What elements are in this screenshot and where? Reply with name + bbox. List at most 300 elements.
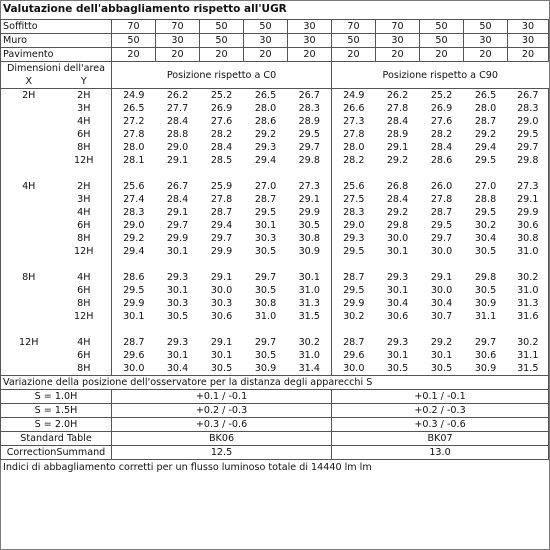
header-row xyxy=(1,62,549,76)
ugr-c90-value: 31.5 xyxy=(508,362,549,376)
ugr-c90-value: 31.3 xyxy=(508,297,549,310)
ugr-table xyxy=(0,19,549,460)
ugr-c90-value: 29.9 xyxy=(343,298,365,309)
ugr-c90-value: 29.2 xyxy=(386,207,409,218)
ugr-c90-value: 29.8 xyxy=(474,272,497,283)
variation-c90: +0.1 / -0.1 xyxy=(332,390,549,404)
ugr-c0-value: 29.7 xyxy=(254,272,277,283)
ugr-c90-value: 29.2 xyxy=(474,129,497,140)
ugr-c0-value: 28.7 xyxy=(254,194,277,205)
footnote: Indici di abbagliamento corretti per un flusso luminoso totale di 14440 lm lm xyxy=(3,462,372,473)
ugr-c0-value: 30.5 xyxy=(254,246,277,257)
ugr-c90-value: 30.2 xyxy=(508,336,549,349)
ugr-c90-value: 30.6 xyxy=(386,311,409,322)
ugr-c90-value: 26.5 xyxy=(464,89,508,103)
ugr-c90-value: 31.6 xyxy=(508,310,549,323)
y-value: 4H xyxy=(57,336,112,349)
x-value xyxy=(1,115,57,128)
ugr-c0-value: 29.5 xyxy=(288,128,332,141)
y-value: 3H xyxy=(57,102,112,115)
ugr-c90-value: 30.1 xyxy=(386,246,409,257)
ugr-c0-value: 26.5 xyxy=(244,89,288,103)
ugr-c0-value: 27.8 xyxy=(123,129,145,140)
ugr-c90-value: 28.7 xyxy=(430,207,453,218)
ugr-c90-value: 31.0 xyxy=(508,245,549,258)
ugr-c0-value: 29.3 xyxy=(254,142,277,153)
ugr-c0-value: 30.5 xyxy=(210,363,233,374)
ugr-c90-value: 29.1 xyxy=(430,272,453,283)
ugr-c0-value: 30.1 xyxy=(166,350,189,361)
correction-c90: 13.0 xyxy=(332,446,549,460)
ugr-c0-value: 29.7 xyxy=(254,337,277,348)
ugr-c0-value: 30.5 xyxy=(288,219,332,232)
reflectance-label: Pavimento xyxy=(1,48,112,62)
spacer xyxy=(1,323,112,336)
ugr-c0-value: 26.9 xyxy=(210,103,233,114)
ugr-c0-value: 28.4 xyxy=(166,116,189,127)
spacer xyxy=(332,323,549,336)
x-label: X xyxy=(1,75,57,89)
table-row xyxy=(1,245,549,258)
reflectance-value: 30 xyxy=(376,34,420,48)
table-row xyxy=(1,115,549,128)
standard-c90: BK07 xyxy=(332,432,549,446)
table-row xyxy=(1,193,549,206)
ugr-c0-value: 29.5 xyxy=(254,207,277,218)
ugr-c0-value: 29.0 xyxy=(123,220,145,231)
reflectance-value: 20 xyxy=(244,48,288,62)
dimensions-label: Dimensioni dell'area xyxy=(1,62,112,76)
table-row xyxy=(1,102,549,115)
ugr-c90-value: 28.4 xyxy=(430,142,453,153)
y-value: 4H xyxy=(57,115,112,128)
ugr-c0-value: 30.0 xyxy=(210,285,233,296)
ugr-c90-value: 30.2 xyxy=(474,220,497,231)
ugr-c0-value: 28.7 xyxy=(210,207,233,218)
ugr-c0-value: 31.0 xyxy=(288,349,332,362)
ugr-c0-value: 28.9 xyxy=(288,115,332,128)
ugr-c0-value: 29.1 xyxy=(288,193,332,206)
ugr-c0-value: 27.6 xyxy=(210,116,233,127)
ugr-c0-value: 29.2 xyxy=(123,233,145,244)
ugr-c90-value: 29.7 xyxy=(430,233,453,244)
variation-row xyxy=(1,390,549,404)
reflectance-value: 30 xyxy=(288,34,332,48)
y-value: 12H xyxy=(57,154,112,167)
standard-row xyxy=(1,432,549,446)
variation-c90: +0.2 / -0.3 xyxy=(332,404,549,418)
ugr-c0-value: 26.5 xyxy=(123,103,145,114)
ugr-c0-value: 27.4 xyxy=(123,194,145,205)
table-row xyxy=(1,232,549,245)
ugr-c0-value: 28.5 xyxy=(210,155,233,166)
ugr-c0-value: 28.0 xyxy=(123,142,145,153)
x-value xyxy=(1,362,57,376)
ugr-c0-value: 27.2 xyxy=(123,116,145,127)
ugr-c0-value: 28.3 xyxy=(123,207,145,218)
ugr-c0-value: 29.1 xyxy=(210,272,233,283)
ugr-c90-value: 26.7 xyxy=(508,89,549,103)
x-value xyxy=(1,245,57,258)
ugr-c90-value: 30.6 xyxy=(508,219,549,232)
ugr-c0-value: 25.2 xyxy=(200,89,244,103)
table-row xyxy=(1,297,549,310)
ugr-c0-value: 29.9 xyxy=(166,233,189,244)
ugr-c0-value: 30.9 xyxy=(288,245,332,258)
ugr-c90-value: 31.1 xyxy=(474,311,497,322)
ugr-c90-value: 30.5 xyxy=(474,246,497,257)
ugr-c90-value: 27.3 xyxy=(508,180,549,193)
reflectance-value: 50 xyxy=(200,20,244,34)
ugr-c90-value: 31.0 xyxy=(508,284,549,297)
x-value: 12H xyxy=(1,336,57,349)
reflectance-label: Muro xyxy=(1,34,112,48)
ugr-c90-value: 29.8 xyxy=(386,220,409,231)
ugr-c0-value: 28.2 xyxy=(210,129,233,140)
spacer xyxy=(1,167,112,180)
x-value xyxy=(1,284,57,297)
ugr-c0-value: 27.8 xyxy=(210,194,233,205)
ugr-c0-value: 29.4 xyxy=(123,246,145,257)
x-value xyxy=(1,141,57,154)
ugr-c90-value: 30.9 xyxy=(474,363,497,374)
ugr-c90-value: 30.1 xyxy=(386,350,409,361)
ugr-c0-value: 26.7 xyxy=(166,181,189,192)
y-value: 8H xyxy=(57,232,112,245)
ugr-c90-value: 28.0 xyxy=(474,103,497,114)
reflectance-value: 50 xyxy=(244,20,288,34)
ugr-c0-value: 30.1 xyxy=(123,311,145,322)
ugr-c0-value: 30.0 xyxy=(123,363,145,374)
ugr-c0-value: 28.1 xyxy=(123,155,145,166)
ugr-c90-value: 28.3 xyxy=(508,102,549,115)
reflectance-row xyxy=(1,34,549,48)
reflectance-value: 30 xyxy=(508,20,549,34)
ugr-c90-value: 27.8 xyxy=(386,103,409,114)
ugr-c0-value: 31.5 xyxy=(288,310,332,323)
y-value: 12H xyxy=(57,310,112,323)
y-value: 4H xyxy=(57,206,112,219)
ugr-c90-value: 24.9 xyxy=(332,89,376,103)
ugr-c0-value: 28.3 xyxy=(288,102,332,115)
ugr-c0-value: 29.4 xyxy=(254,155,277,166)
ugr-c0-value: 30.8 xyxy=(288,232,332,245)
ugr-c90-value: 29.3 xyxy=(386,337,409,348)
ugr-c90-value: 29.5 xyxy=(430,220,453,231)
ugr-c90-value: 29.5 xyxy=(343,285,365,296)
reflectance-value: 20 xyxy=(464,48,508,62)
ugr-c90-value: 30.1 xyxy=(386,285,409,296)
c0-header: Posizione rispetto a C0 xyxy=(112,62,332,89)
table-row xyxy=(1,271,549,284)
ugr-c0-value: 30.3 xyxy=(210,298,233,309)
ugr-c0-value: 29.7 xyxy=(288,141,332,154)
ugr-c0-value: 29.9 xyxy=(210,246,233,257)
ugr-c90-value: 29.4 xyxy=(474,142,497,153)
reflectance-value: 20 xyxy=(420,48,464,62)
ugr-c90-value: 30.4 xyxy=(430,298,453,309)
ugr-c90-value: 30.5 xyxy=(430,363,453,374)
reflectance-value: 50 xyxy=(112,34,156,48)
ugr-c0-value: 26.7 xyxy=(288,89,332,103)
reflectance-value: 50 xyxy=(420,20,464,34)
variation-header-row xyxy=(1,376,549,390)
reflectance-value: 50 xyxy=(332,34,376,48)
table-row xyxy=(1,336,549,349)
ugr-c90-value: 30.6 xyxy=(474,350,497,361)
ugr-c90-value: 29.8 xyxy=(508,154,549,167)
ugr-c0-value: 29.1 xyxy=(210,337,233,348)
reflectance-value: 20 xyxy=(156,48,200,62)
table-row xyxy=(1,154,549,167)
y-value: 12H xyxy=(57,245,112,258)
ugr-c90-value: 30.7 xyxy=(430,311,453,322)
ugr-c90-value: 27.3 xyxy=(343,116,365,127)
variation-row xyxy=(1,418,549,432)
y-label: Y xyxy=(57,75,112,89)
x-value xyxy=(1,297,57,310)
ugr-c0-value: 28.6 xyxy=(123,272,145,283)
x-value xyxy=(1,206,57,219)
ugr-c0-value: 30.3 xyxy=(254,233,277,244)
ugr-c90-value: 29.1 xyxy=(508,193,549,206)
reflectance-value: 20 xyxy=(508,48,549,62)
ugr-c0-value: 24.9 xyxy=(112,89,156,103)
ugr-c90-value: 28.7 xyxy=(343,337,365,348)
ugr-c90-value: 29.9 xyxy=(508,206,549,219)
spacer xyxy=(1,258,112,271)
ugr-c0-value: 29.9 xyxy=(123,298,145,309)
y-value: 6H xyxy=(57,284,112,297)
ugr-c0-value: 29.7 xyxy=(210,233,233,244)
ugr-c0-value: 30.5 xyxy=(254,350,277,361)
ugr-c0-value: 29.1 xyxy=(166,207,189,218)
reflectance-value: 30 xyxy=(288,20,332,34)
ugr-c0-value: 29.1 xyxy=(166,155,189,166)
table-row xyxy=(1,219,549,232)
ugr-c90-value: 30.5 xyxy=(386,363,409,374)
ugr-c90-value: 29.7 xyxy=(474,337,497,348)
ugr-c0-value: 30.8 xyxy=(254,298,277,309)
ugr-c90-value: 29.3 xyxy=(343,233,365,244)
reflectance-value: 30 xyxy=(464,34,508,48)
ugr-c90-value: 28.6 xyxy=(430,155,453,166)
standard-c0: BK06 xyxy=(112,432,332,446)
y-value: 3H xyxy=(57,193,112,206)
y-value: 4H xyxy=(57,271,112,284)
x-value xyxy=(1,219,57,232)
ugr-c90-value: 30.1 xyxy=(430,350,453,361)
ugr-c90-value: 27.8 xyxy=(343,129,365,140)
reflectance-value: 50 xyxy=(200,34,244,48)
table-row xyxy=(1,206,549,219)
ugr-c90-value: 28.3 xyxy=(343,207,365,218)
reflectance-row xyxy=(1,48,549,62)
ugr-c0-value: 28.7 xyxy=(123,337,145,348)
ugr-c90-value: 30.2 xyxy=(508,271,549,284)
correction-c0: 12.5 xyxy=(112,446,332,460)
ugr-c90-value: 27.8 xyxy=(430,194,453,205)
ugr-c0-value: 26.2 xyxy=(156,89,200,103)
ugr-c0-value: 30.1 xyxy=(210,350,233,361)
table-row xyxy=(1,128,549,141)
ugr-c0-value: 30.3 xyxy=(166,298,189,309)
ugr-c90-value: 29.2 xyxy=(386,155,409,166)
reflectance-label: Soffitto xyxy=(1,20,112,34)
ugr-c0-value: 29.3 xyxy=(166,337,189,348)
ugr-c90-value: 28.0 xyxy=(343,142,365,153)
ugr-c0-value: 31.4 xyxy=(288,362,332,376)
y-value: 6H xyxy=(57,349,112,362)
ugr-c90-value: 26.8 xyxy=(386,181,409,192)
ugr-c0-value: 30.5 xyxy=(254,285,277,296)
variation-label: Variazione della posizione dell'osservatore per la distanza degli apparecchi S xyxy=(1,376,549,390)
reflectance-value: 30 xyxy=(508,34,549,48)
reflectance-value: 20 xyxy=(332,48,376,62)
page-title: Valutazione dell'abbagliamento rispetto all'UGR xyxy=(3,3,287,15)
ugr-c90-value: 26.0 xyxy=(430,181,453,192)
reflectance-value: 20 xyxy=(112,48,156,62)
ugr-c0-value: 30.1 xyxy=(254,220,277,231)
x-value xyxy=(1,232,57,245)
table-row xyxy=(1,141,549,154)
reflectance-value: 50 xyxy=(464,20,508,34)
ugr-c90-value: 30.0 xyxy=(343,363,365,374)
ugr-c90-value: 29.5 xyxy=(474,155,497,166)
y-value: 8H xyxy=(57,141,112,154)
ugr-c0-value: 28.4 xyxy=(210,142,233,153)
y-value: 8H xyxy=(57,297,112,310)
table-row xyxy=(1,310,549,323)
ugr-c90-value: 30.0 xyxy=(430,285,453,296)
reflectance-value: 70 xyxy=(332,20,376,34)
ugr-c0-value: 29.5 xyxy=(123,285,145,296)
ugr-c90-value: 28.7 xyxy=(474,116,497,127)
ugr-c90-value: 30.8 xyxy=(508,232,549,245)
ugr-c90-value: 27.5 xyxy=(343,194,365,205)
spacing-label: S = 2.0H xyxy=(1,418,112,432)
spacing-label: S = 1.5H xyxy=(1,404,112,418)
ugr-c90-value: 28.9 xyxy=(386,129,409,140)
ugr-c0-value: 29.4 xyxy=(210,220,233,231)
x-value xyxy=(1,102,57,115)
spacer-row xyxy=(1,258,549,271)
spacer-row xyxy=(1,323,549,336)
ugr-c0-value: 31.3 xyxy=(288,297,332,310)
ugr-c0-value: 30.1 xyxy=(166,246,189,257)
ugr-c90-value: 30.5 xyxy=(474,285,497,296)
ugr-c0-value: 30.1 xyxy=(288,271,332,284)
ugr-c90-value: 30.0 xyxy=(430,246,453,257)
ugr-c90-value: 28.2 xyxy=(343,155,365,166)
ugr-c0-value: 29.7 xyxy=(166,220,189,231)
ugr-c0-value: 30.4 xyxy=(166,363,189,374)
ugr-c90-value: 28.4 xyxy=(386,116,409,127)
ugr-c90-value: 29.5 xyxy=(508,128,549,141)
y-value: 8H xyxy=(57,362,112,376)
x-value: 4H xyxy=(1,180,57,193)
variation-row xyxy=(1,404,549,418)
spacer xyxy=(332,167,549,180)
ugr-c90-value: 28.7 xyxy=(343,272,365,283)
ugr-c0-value: 29.8 xyxy=(288,154,332,167)
reflectance-row xyxy=(1,20,549,34)
x-value: 2H xyxy=(1,89,57,103)
x-value: 8H xyxy=(1,271,57,284)
ugr-c0-value: 27.3 xyxy=(288,180,332,193)
ugr-c0-value: 28.8 xyxy=(166,129,189,140)
ugr-c90-value: 29.0 xyxy=(343,220,365,231)
ugr-c0-value: 28.0 xyxy=(254,103,277,114)
correction-row xyxy=(1,446,549,460)
ugr-c90-value: 29.1 xyxy=(386,142,409,153)
ugr-c90-value: 25.6 xyxy=(343,181,365,192)
correction-label: CorrectionSummand xyxy=(1,446,112,460)
ugr-c0-value: 29.2 xyxy=(254,129,277,140)
reflectance-value: 70 xyxy=(156,20,200,34)
table-row xyxy=(1,284,549,297)
ugr-c90-value: 29.7 xyxy=(508,141,549,154)
reflectance-value: 70 xyxy=(376,20,420,34)
ugr-c0-value: 30.5 xyxy=(166,311,189,322)
table-row xyxy=(1,362,549,376)
reflectance-value: 20 xyxy=(200,48,244,62)
variation-c0: +0.3 / -0.6 xyxy=(112,418,332,432)
ugr-c90-value: 28.8 xyxy=(474,194,497,205)
reflectance-value: 30 xyxy=(244,34,288,48)
ugr-c0-value: 30.6 xyxy=(210,311,233,322)
ugr-c90-value: 28.4 xyxy=(386,194,409,205)
x-value xyxy=(1,128,57,141)
ugr-c0-value: 25.9 xyxy=(210,181,233,192)
reflectance-value: 20 xyxy=(376,48,420,62)
y-value: 6H xyxy=(57,128,112,141)
ugr-c90-value: 30.0 xyxy=(386,233,409,244)
spacer-row xyxy=(1,167,549,180)
ugr-c90-value: 29.6 xyxy=(343,350,365,361)
ugr-c0-value: 25.6 xyxy=(123,181,145,192)
ugr-c90-value: 27.0 xyxy=(474,181,497,192)
table-row xyxy=(1,89,549,103)
spacer xyxy=(332,258,549,271)
c90-header: Posizione rispetto a C90 xyxy=(382,69,498,81)
ugr-c0-value: 28.4 xyxy=(166,194,189,205)
ugr-c0-value: 30.9 xyxy=(254,363,277,374)
ugr-c90-value: 29.3 xyxy=(386,272,409,283)
ugr-c90-value: 27.6 xyxy=(430,116,453,127)
spacer xyxy=(112,167,332,180)
reflectance-value: 30 xyxy=(156,34,200,48)
table-row xyxy=(1,180,549,193)
x-value xyxy=(1,193,57,206)
standard-label: Standard Table xyxy=(1,432,112,446)
spacer xyxy=(112,323,332,336)
ugr-c90-value: 29.0 xyxy=(508,115,549,128)
ugr-c0-value: 29.9 xyxy=(288,206,332,219)
variation-c0: +0.1 / -0.1 xyxy=(112,390,332,404)
ugr-c0-value: 27.7 xyxy=(166,103,189,114)
ugr-c90-value: 29.2 xyxy=(430,337,453,348)
ugr-c90-value: 30.2 xyxy=(343,311,365,322)
ugr-c0-value: 27.0 xyxy=(254,181,277,192)
ugr-c90-value: 26.2 xyxy=(376,89,420,103)
ugr-c0-value: 29.0 xyxy=(166,142,189,153)
ugr-c0-value: 30.2 xyxy=(288,336,332,349)
y-value: 2H xyxy=(57,89,112,103)
x-value xyxy=(1,310,57,323)
reflectance-value: 50 xyxy=(420,34,464,48)
reflectance-value: 70 xyxy=(112,20,156,34)
